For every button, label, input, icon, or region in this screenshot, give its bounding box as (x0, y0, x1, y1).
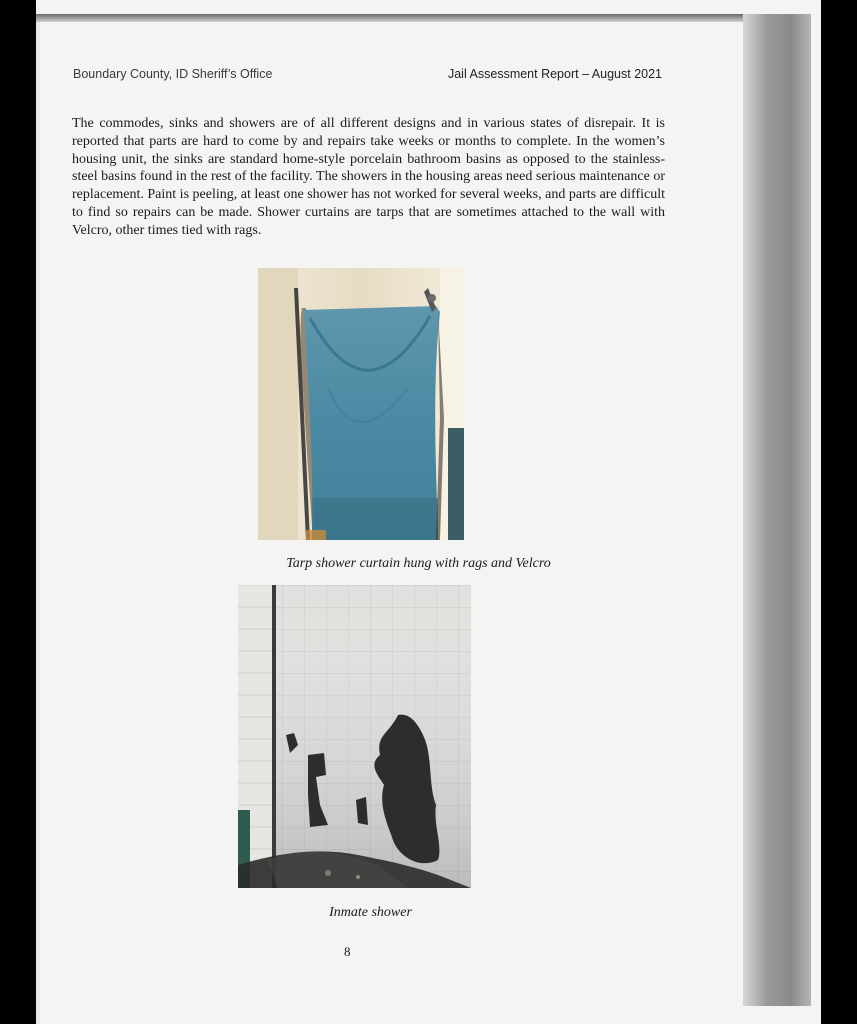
page-binding-shadow (743, 14, 811, 1006)
page-right-strip (811, 0, 821, 1024)
figure-caption-shower: Inmate shower (329, 905, 412, 920)
page-left-edge (36, 14, 40, 1024)
header-report-title: Jail Assessment Report – August 2021 (447, 67, 662, 81)
tarp-shower-curtain-photo (258, 268, 464, 540)
page-top-shadow (36, 14, 771, 22)
inmate-shower-photo (238, 585, 471, 888)
body-paragraph: The commodes, sinks and showers are of all different designs and in various states of disrepair. It is reported that parts are hard to come by and repairs take weeks or months to complete. In the women’s housing unit, the sinks are standard home-style porcelain bathroom basins as opposed to the stainless-steel basins found in the rest of the facility. The showers in the housing areas need serious maintenance or replacement. Paint is peeling, at least one shower has not worked for several weeks, and parts are difficult to find so repairs can be made. Shower curtains are tarps that are sometimes attached to the wall with Velcro, other times tied with rags. (72, 116, 665, 238)
header-organization: Boundary County, ID Sheriff’s Office (73, 67, 273, 81)
figure-caption-tarp: Tarp shower curtain hung with rags and Velcro (286, 556, 551, 571)
page-number: 8 (344, 944, 351, 959)
